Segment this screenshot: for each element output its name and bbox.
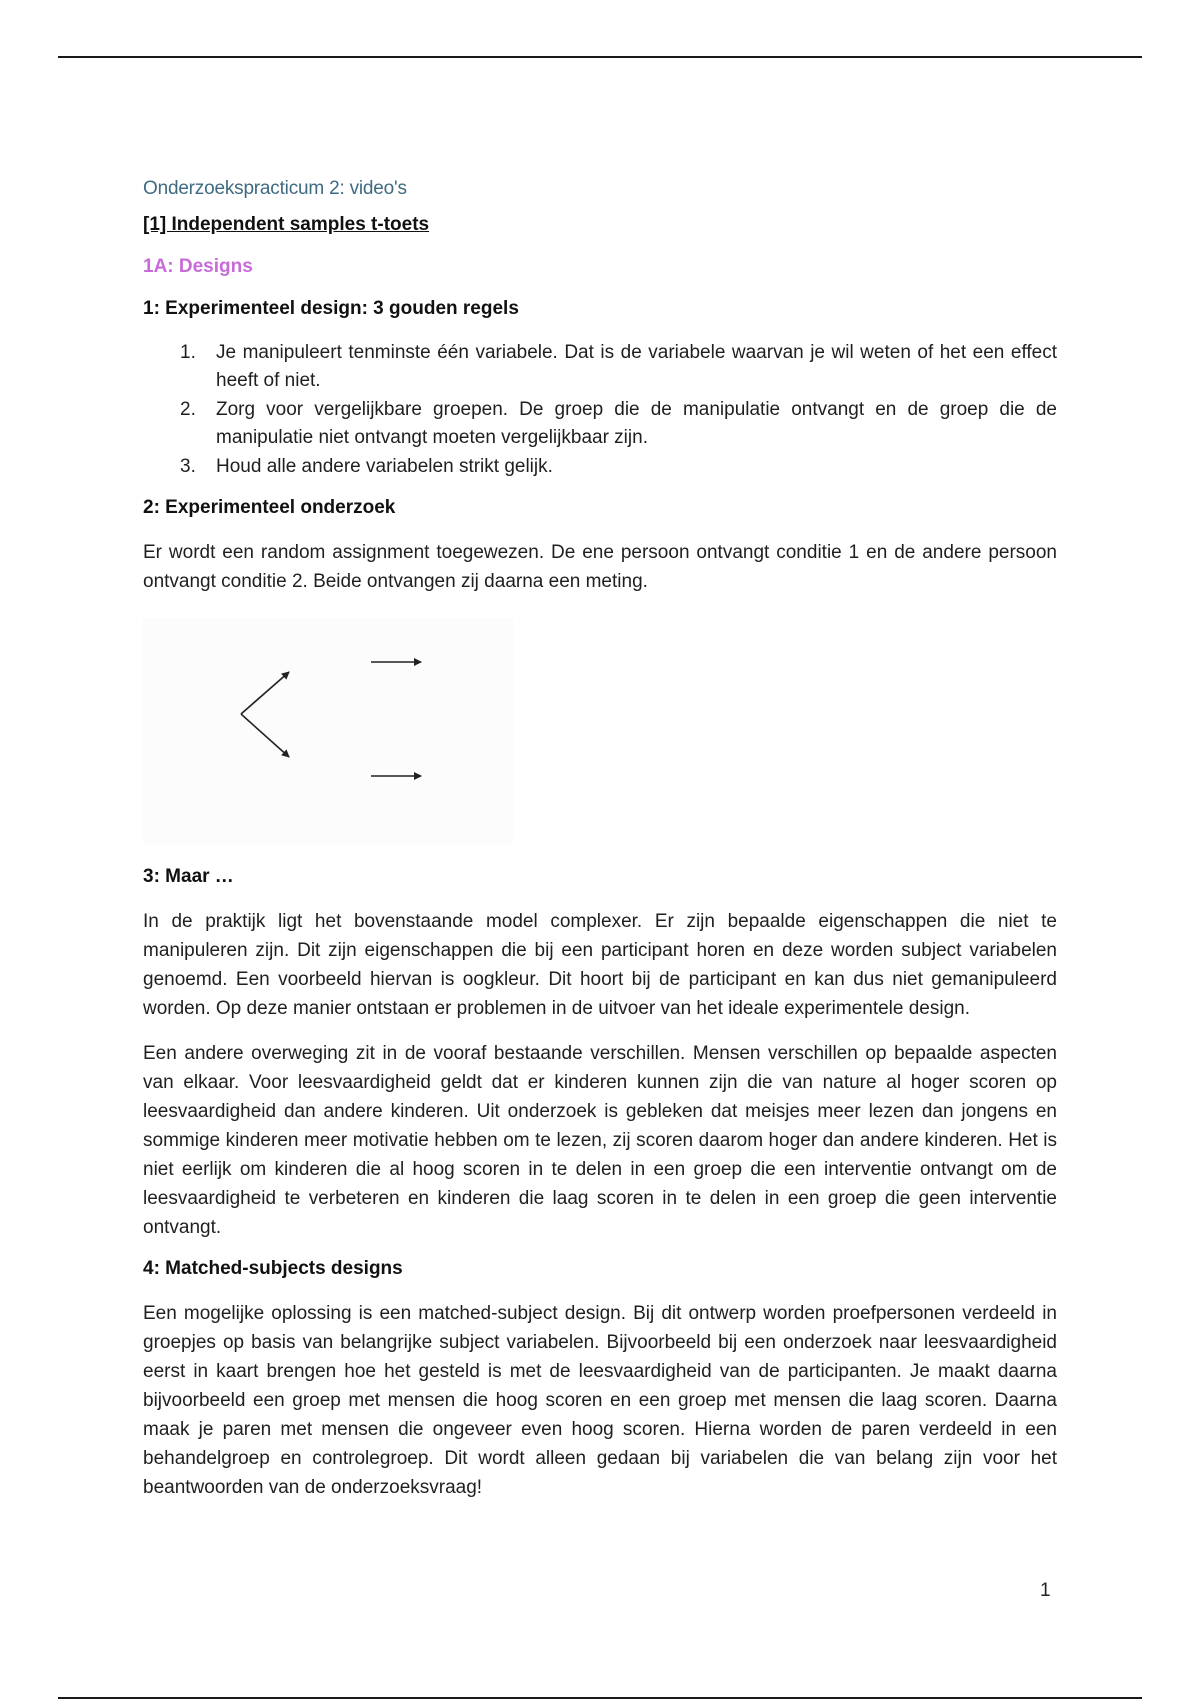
golden-rules-list [180, 339, 1057, 481]
paragraph-matched-subjects: Een mogelijke oplossing is een matched-subject design. Bij dit ontwerp worden proefpersonen verdeeld in groepjes op basis van belangrijke subject variabelen. Bijvoorbeeld bij een onderzoek naar leesvaardigheid eerst in kaart brengen hoe het gesteld is met de leesvaardigheid van de participanten. Je maakt daarna bijvoorbeeld een groep met mensen die hoog scoren en een groep met mensen die laag scoren. Daarna maak je paren met mensen die ongeveer even hoog scoren. Hierna worden de paren verdeeld in een behandelgroep en controlegroep. Dit wordt alleen gedaan bij variabelen die van belang zijn voor het beantwoorden van de onderzoeksvraag! [143, 1303, 1057, 1498]
arrow-to-condition-2 [241, 714, 289, 757]
subsection-title: 1A: Designs [143, 256, 253, 277]
list-item-number: 1. [180, 342, 196, 363]
list-item-text: Zorg voor vergelijkbare groepen. De groep die de manipulatie ontvangt en de groep die de manipulatie niet ontvangt moeten vergelijkbaar zijn. [216, 399, 1057, 448]
list-item-text: Je manipuleert tenminste één variabele. Dat is de variabele waarvan je wil weten of het een effect heeft of niet. [216, 342, 1057, 391]
list-item-number: 2. [180, 399, 196, 420]
heading-but: 3: Maar … [143, 866, 234, 887]
list-item [180, 396, 1057, 452]
document-title: Onderzoekspracticum 2: video's [143, 178, 407, 199]
paragraph-preexisting-differences: Een andere overweging zit in de vooraf bestaande verschillen. Mensen verschillen op bepaalde aspecten van elkaar. Voor leesvaardigheid geldt dat er kinderen kunnen zijn die van nature al hoger scoren op leesvaardigheid dan andere kinderen. Uit onderzoek is gebleken dat meisjes meer lezen dan jongens en sommige kinderen meer motivatie hebben om te lezen, zij scoren daarom hoger dan andere kinderen. Het is niet eerlijk om kinderen die al hoog scoren in te delen in een groep die een interventie ontvangt om de leesvaardigheid te verbeteren en kinderen die laag scoren in te delen in een groep die geen interventie ontvangt. [143, 1043, 1057, 1238]
document-page [143, 178, 1057, 1518]
heading-golden-rules: 1: Experimenteel design: 3 gouden regels [143, 298, 519, 319]
list-item [180, 453, 1057, 481]
page-number: 1 [1040, 1580, 1051, 1601]
arrow-to-condition-1 [241, 672, 289, 714]
random-assignment-diagram [143, 618, 513, 844]
heading-experimental-research: 2: Experimenteel onderzoek [143, 497, 396, 518]
list-item-number: 3. [180, 456, 196, 477]
paragraph-subject-variables: In de praktijk ligt het bovenstaande model complexer. Er zijn bepaalde eigenschappen die niet te manipuleren zijn. Dit zijn eigenschappen die bij een participant horen en deze worden subject variabelen genoemd. Een voorbeeld hiervan is oogkleur. Dit hoort bij de participant en kan dus niet gemanipuleerd worden. Op deze manier ontstaan er problemen in de uitvoer van het ideale experimentele design. [143, 911, 1057, 1019]
section-title: [1] Independent samples t-toets [143, 214, 430, 235]
list-item [180, 339, 1057, 395]
top-rule [58, 56, 1142, 58]
diagram-arrows [143, 618, 513, 844]
list-item-text: Houd alle andere variabelen strikt gelijk. [216, 456, 553, 477]
bottom-rule [58, 1697, 1142, 1699]
paragraph-random-assignment: Er wordt een random assignment toegewezen. De ene persoon ontvangt conditie 1 en de andere persoon ontvangt conditie 2. Beide ontvangen zij daarna een meting. [143, 542, 1057, 592]
heading-matched-subjects: 4: Matched-subjects designs [143, 1258, 403, 1279]
